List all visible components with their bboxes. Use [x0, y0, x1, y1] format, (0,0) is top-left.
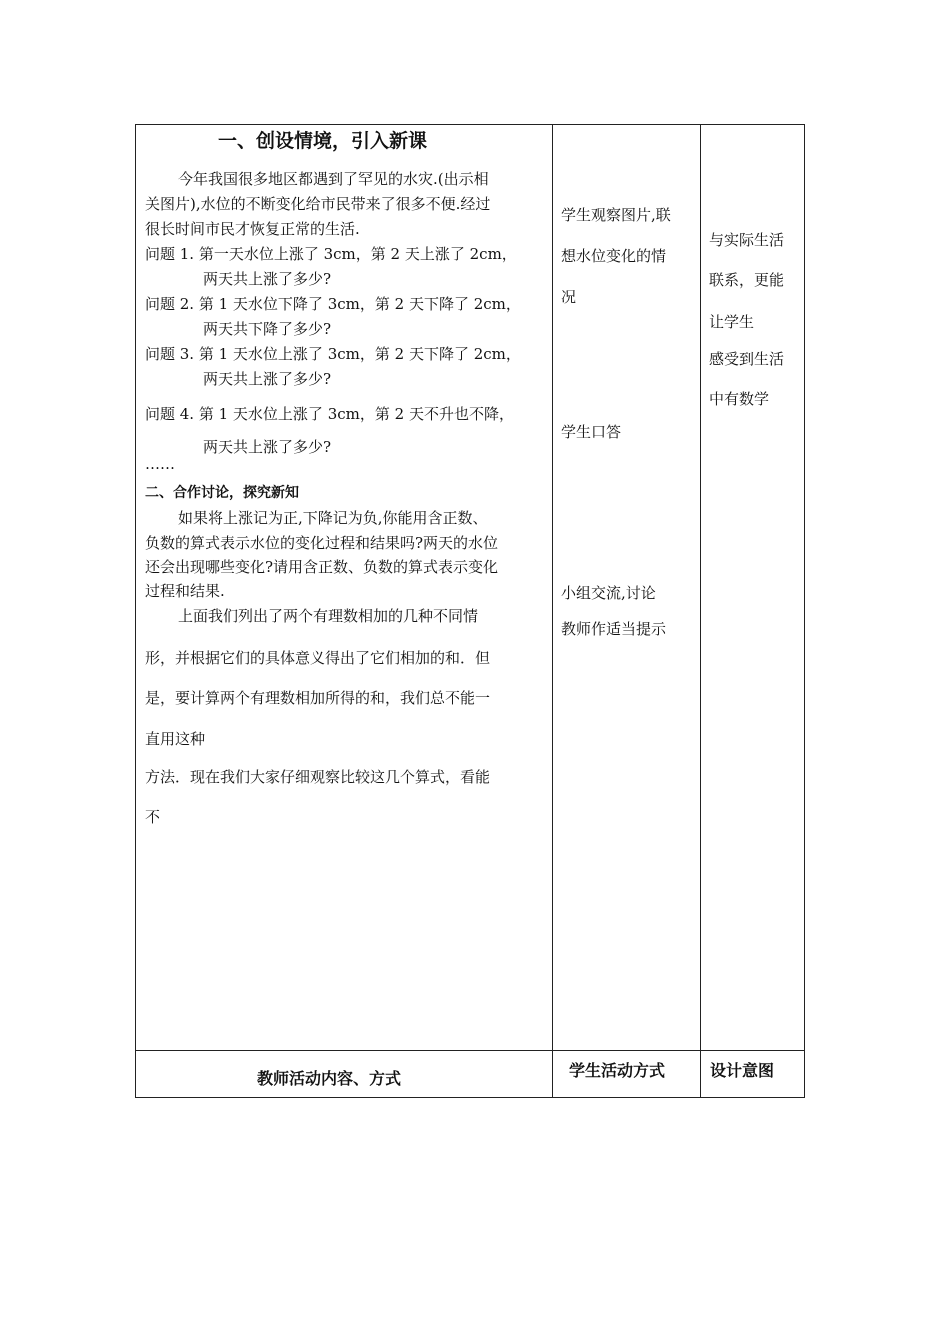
paragraph-line: 形，并根据它们的具体意义得出了它们相加的和．但	[145, 649, 491, 667]
question-4-cont: 两天共上涨了多少?	[203, 438, 332, 456]
design-column-header: 设计意图	[710, 1061, 775, 1080]
column-divider	[552, 125, 553, 1097]
paragraph-line: 还会出现哪些变化?请用含正数、负数的算式表示变化	[145, 558, 499, 576]
paragraph-line: 直用这种	[145, 730, 206, 748]
paragraph-line: 过程和结果.	[145, 582, 225, 600]
paragraph-line: 是，要计算两个有理数相加所得的和，我们总不能一	[145, 689, 491, 707]
paragraph-line: 负数的算式表示水位的变化过程和结果吗?两天的水位	[145, 534, 499, 552]
intro-line: 关图片),水位的不断变化给市民带来了很多不便.经过	[145, 195, 491, 213]
question-2: 问题 2. 第 1 天水位下降了 3cm，第 2 天下降了 2cm，	[145, 295, 521, 313]
paragraph-line: 如果将上涨记为正,下降记为负,你能用含正数、	[178, 509, 488, 527]
intro-line: 很长时间市民才恢复正常的生活.	[145, 220, 360, 238]
paragraph-line: 不	[145, 808, 161, 826]
teacher-column-header: 教师活动内容、方式	[257, 1069, 402, 1088]
question-2-cont: 两天共下降了多少?	[203, 320, 332, 338]
paragraph-line: 方法．现在我们大家仔细观察比较这几个算式，看能	[145, 768, 491, 786]
question-3: 问题 3. 第 1 天水位上涨了 3cm，第 2 天下降了 2cm，	[145, 345, 521, 363]
student-activity-line: 想水位变化的情	[561, 247, 667, 265]
student-column-header: 学生活动方式	[569, 1061, 666, 1080]
question-1-cont: 两天共上涨了多少?	[203, 270, 332, 288]
question-1: 问题 1. 第一天水位上涨了 3cm，第 2 天上涨了 2cm，	[145, 245, 517, 263]
question-4: 问题 4. 第 1 天水位上涨了 3cm，第 2 天不升也不降，	[145, 405, 514, 423]
student-activity-line: 小组交流,讨论	[561, 584, 656, 602]
design-intent-line: 中有数学	[709, 390, 770, 408]
ellipsis: ……	[145, 455, 175, 473]
design-intent-line: 联系，更能	[709, 271, 785, 289]
design-intent-line: 感受到生活	[709, 350, 785, 368]
intro-line: 今年我国很多地区都遇到了罕见的水灾.(出示相	[178, 170, 489, 188]
section-heading-1: 一、创设情境，引入新课	[218, 130, 428, 152]
design-intent-line: 与实际生活	[709, 231, 785, 249]
question-3-cont: 两天共上涨了多少?	[203, 370, 332, 388]
student-activity-line: 学生观察图片,联	[561, 206, 671, 224]
student-activity-line: 教师作适当提示	[561, 620, 667, 638]
student-activity-line: 学生口答	[561, 423, 622, 441]
row-divider	[136, 1050, 804, 1051]
section-heading-2: 二、合作讨论，探究新知	[145, 485, 299, 501]
design-intent-line: 让学生	[709, 313, 755, 331]
column-divider	[700, 125, 701, 1097]
paragraph-line: 上面我们列出了两个有理数相加的几种不同情	[178, 607, 479, 625]
student-activity-line: 况	[561, 288, 577, 306]
